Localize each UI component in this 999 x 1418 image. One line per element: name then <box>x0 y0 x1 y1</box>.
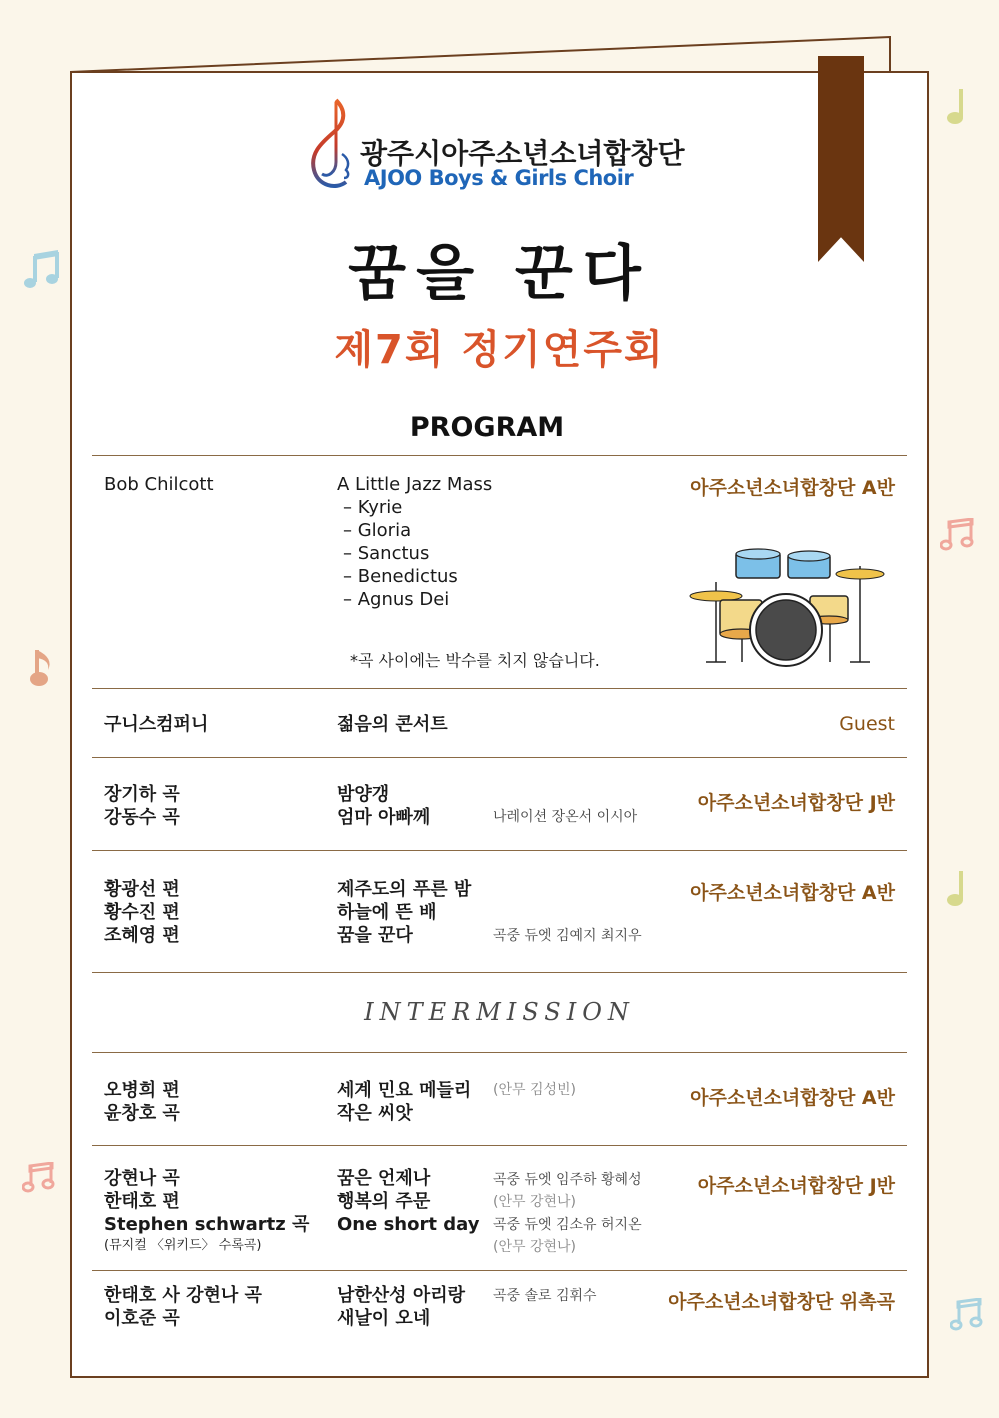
composer: 황수진 편 <box>104 902 180 923</box>
divider <box>92 757 907 758</box>
back-sheet-edge <box>70 36 892 76</box>
program-heading: PROGRAM <box>409 412 565 443</box>
duet-note: 곡중 듀엣 김예지 최지우 <box>493 928 642 944</box>
drum-kit-illustration <box>688 544 888 668</box>
music-note-icon <box>944 868 968 908</box>
performer: 아주소년소녀합창단 위촉곡 <box>668 1291 895 1313</box>
duet-note: 곡중 듀엣 임주하 황혜성 <box>493 1172 642 1188</box>
divider <box>92 972 907 973</box>
intermission-label: INTERMISSION <box>364 998 635 1026</box>
performer: Guest <box>839 713 895 735</box>
work-title: 젊음의 콘서트 <box>337 714 448 735</box>
narration-note: 나레이션 장온서 이시아 <box>493 809 638 825</box>
choir-logo-mark <box>306 98 358 194</box>
performer: 아주소년소녀합창단 A반 <box>690 477 895 499</box>
composer: 장기하 곡 <box>104 784 180 805</box>
choreography-note: (안무 강현나) <box>493 1194 576 1210</box>
divider <box>92 455 907 456</box>
work-title: 꿈은 언제나 <box>337 1168 431 1189</box>
performer: 아주소년소녀합창단 A반 <box>690 882 895 904</box>
movement: – Kyrie <box>343 497 403 518</box>
composer: 황광선 편 <box>104 879 180 900</box>
double-music-note-icon <box>940 518 976 552</box>
composer: 윤창호 곡 <box>104 1103 180 1124</box>
divider <box>92 1145 907 1146</box>
work-title: A Little Jazz Mass <box>337 474 493 495</box>
composer: 조혜영 편 <box>104 925 180 946</box>
work-title: 행복의 주문 <box>337 1191 431 1212</box>
divider <box>92 1270 907 1271</box>
work-title: 세계 민요 메들리 <box>337 1080 472 1101</box>
composer: 구니스컴퍼니 <box>104 714 209 735</box>
double-music-note-icon <box>22 1162 56 1194</box>
work-title: 꿈을 꾼다 <box>337 925 413 946</box>
work-title: 하늘에 뜬 배 <box>337 902 437 923</box>
performer: 아주소년소녀합창단 A반 <box>690 1087 895 1109</box>
performer: 아주소년소녀합창단 J반 <box>697 792 895 814</box>
composer: 한태호 사 강현나 곡 <box>104 1285 262 1306</box>
double-music-note-icon <box>950 1298 984 1332</box>
composer: Bob Chilcott <box>104 474 214 495</box>
composer: 이호준 곡 <box>104 1308 180 1329</box>
composer: Stephen schwartz 곡 <box>104 1214 310 1235</box>
composer: 오병희 편 <box>104 1080 180 1101</box>
applause-note: *곡 사이에는 박수를 치지 않습니다. <box>350 651 600 670</box>
choir-name-korean: 광주시아주소년소녀합창단 <box>360 137 685 170</box>
work-title: 새날이 오네 <box>337 1308 431 1329</box>
performer: 아주소년소녀합창단 J반 <box>697 1175 895 1197</box>
choir-name-english: AJOO Boys & Girls Choir <box>364 166 634 190</box>
choreography-note: (안무 김성빈) <box>493 1082 576 1098</box>
movement: – Gloria <box>343 520 412 541</box>
divider <box>92 850 907 851</box>
work-title: One short day <box>337 1214 480 1235</box>
choir-logo <box>306 98 706 196</box>
music-note-icon <box>944 86 968 126</box>
composer: 강동수 곡 <box>104 807 180 828</box>
musical-note: (뮤지컬 〈위키드〉 수록곡) <box>104 1238 262 1253</box>
work-title: 엄마 아빠께 <box>337 807 431 828</box>
composer: 강현나 곡 <box>104 1168 180 1189</box>
divider <box>92 1052 907 1053</box>
work-title: 남한산성 아리랑 <box>337 1285 465 1306</box>
work-title: 작은 씨앗 <box>337 1103 413 1124</box>
work-title: 제주도의 푸른 밤 <box>337 879 472 900</box>
movement: – Agnus Dei <box>343 589 450 610</box>
work-title: 밤양갱 <box>337 784 390 805</box>
duet-note: 곡중 듀엣 김소유 허지온 <box>493 1217 642 1233</box>
eighth-note-icon <box>28 646 58 688</box>
solo-note: 곡중 솔로 김휘수 <box>493 1288 597 1304</box>
choreography-note: (안무 강현나) <box>493 1239 576 1255</box>
movement: – Benedictus <box>343 566 458 587</box>
concert-subtitle: 제7회 정기연주회 <box>334 327 665 373</box>
composer: 한태호 편 <box>104 1191 180 1212</box>
movement: – Sanctus <box>343 543 430 564</box>
concert-title: 꿈을 꾼다 <box>348 239 651 309</box>
divider <box>92 688 907 689</box>
